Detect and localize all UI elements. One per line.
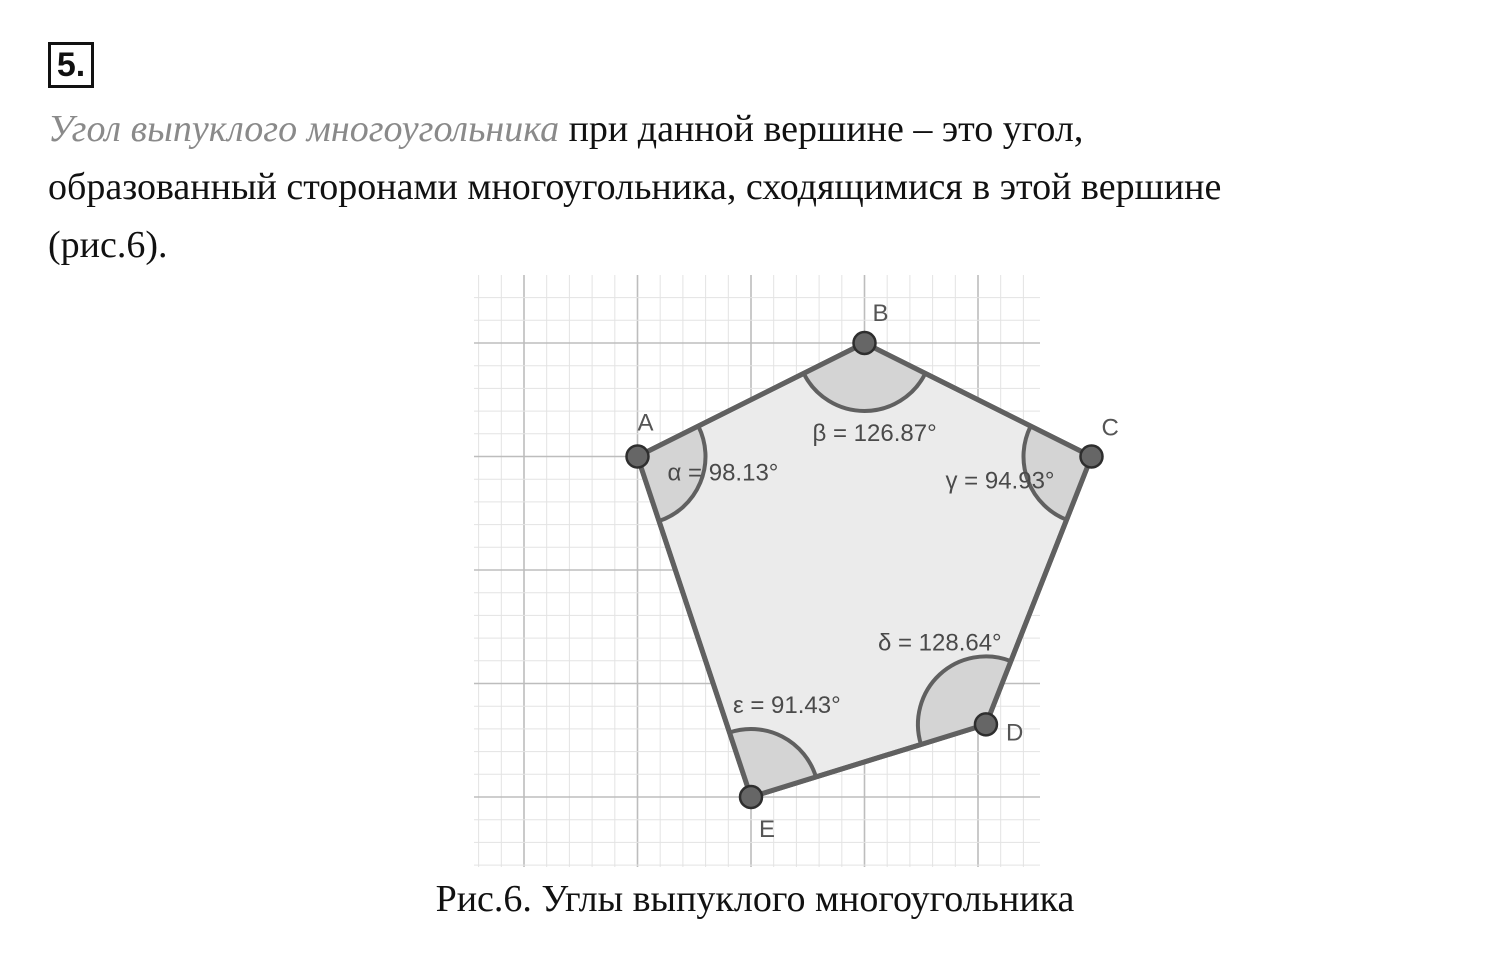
paragraph-line-2: образованный сторонами многоугольника, сходящимися в этой вершине <box>48 166 1222 208</box>
angle-label-a: α = 98.13° <box>667 459 779 487</box>
angle-label-c: γ = 94.93° <box>945 467 1055 495</box>
vertex-point-e <box>740 786 762 808</box>
paragraph-line-1 <box>48 100 1388 158</box>
vertex-point-d <box>975 713 997 735</box>
angle-label-e: ε = 91.43° <box>733 692 841 719</box>
vertex-point-b <box>854 332 876 354</box>
vertex-label-b: B <box>872 300 889 327</box>
vertex-label-c: C <box>1101 414 1119 442</box>
vertex-label-e: E <box>759 816 776 843</box>
paragraph-line-1-rest: при данной вершине – это угол, <box>559 108 1084 150</box>
vertex-label-d: D <box>1005 719 1024 747</box>
vertex-point-a <box>627 446 649 468</box>
angle-label-b: β = 126.87° <box>812 420 937 447</box>
definition-paragraph <box>48 100 1388 274</box>
figure-caption: Рис.6. Углы выпуклого многоугольника <box>435 878 1075 920</box>
angle-label-d: δ = 128.64° <box>877 629 1002 657</box>
pentagon-figure <box>474 275 1119 867</box>
vertex-label-a: A <box>637 409 654 437</box>
vertex-point-c <box>1081 446 1103 468</box>
paragraph-line-3: (рис.6). <box>48 224 168 266</box>
defined-term: Угол выпуклого многоугольника <box>48 108 560 150</box>
section-number: 5. <box>48 42 94 88</box>
